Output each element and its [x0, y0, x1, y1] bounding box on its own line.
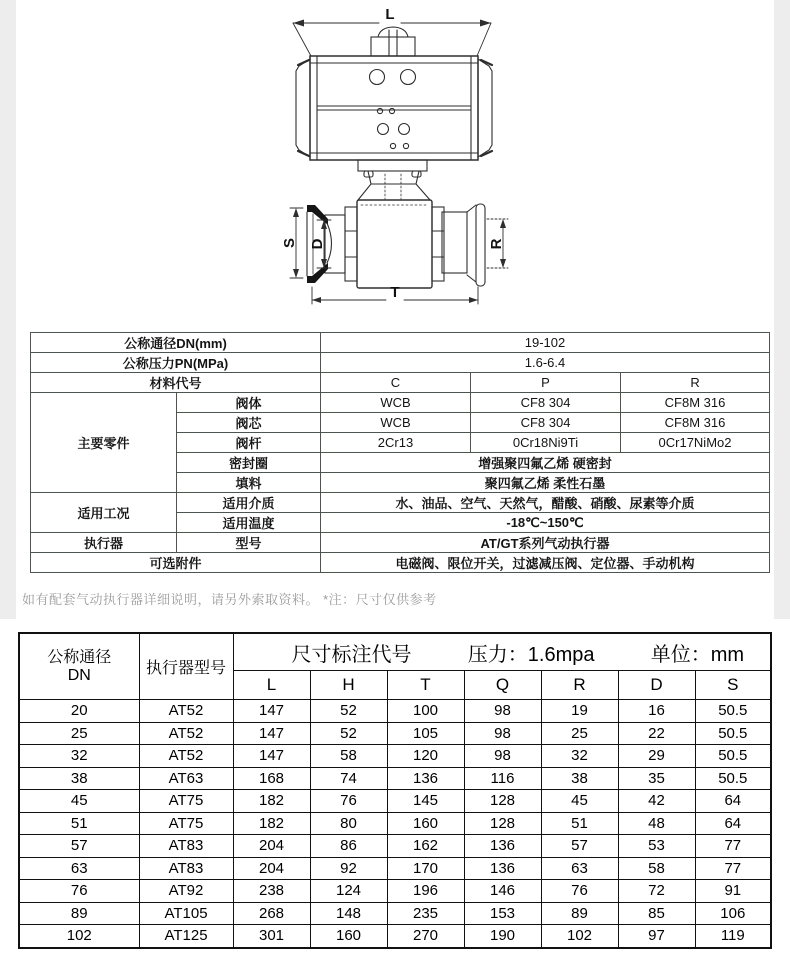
dim-label-d: D — [309, 238, 326, 250]
dim-table-row — [19, 767, 771, 790]
dim-table-cell: 57 — [19, 835, 139, 858]
dim-table-cell: 74 — [310, 767, 387, 790]
dim-table-row — [19, 880, 771, 903]
dim-header-span-title: 尺寸标注代号 — [291, 643, 412, 666]
dim-table-cell: 102 — [541, 925, 618, 948]
spec-value-cell: C — [321, 373, 471, 393]
dim-table-row — [19, 925, 771, 948]
spec-label-cell: 公称通径DN(mm) — [31, 333, 321, 353]
dim-label-l: L — [385, 6, 395, 23]
dim-table-cell: 76 — [19, 880, 139, 903]
dim-table-cell: 116 — [464, 767, 541, 790]
dim-table-cell: 52 — [310, 700, 387, 723]
dim-table-cell: 91 — [695, 880, 771, 903]
dim-table-cell: AT52 — [139, 700, 233, 723]
dim-table-cell: 57 — [541, 835, 618, 858]
spec-value-cell: CF8 304 — [471, 393, 621, 413]
dim-table-cell: 145 — [387, 790, 464, 813]
note-text: 如有配套气动执行器详细说明，请另外索取资料。 *注：尺寸仅供参考 — [22, 591, 437, 607]
dim-table-cell: 119 — [695, 925, 771, 948]
spec-value-cell: 增强聚四氟乙烯 硬密封 — [321, 453, 770, 473]
spec-value-cell: CF8 304 — [471, 413, 621, 433]
dim-table-cell: 98 — [464, 700, 541, 723]
dim-table-cell: 32 — [19, 745, 139, 768]
spec-label-cell: 型号 — [177, 533, 321, 553]
dim-table-cell: 77 — [695, 835, 771, 858]
dim-table-cell: AT75 — [139, 790, 233, 813]
dim-table-cell: 48 — [618, 812, 695, 835]
spec-label-cell: 阀杆 — [177, 433, 321, 453]
dim-table-row — [19, 700, 771, 723]
spec-table — [30, 332, 770, 573]
dim-table-cell: 100 — [387, 700, 464, 723]
dim-table-cell: 235 — [387, 902, 464, 925]
dim-table-cell: 148 — [310, 902, 387, 925]
dim-table-cell: AT92 — [139, 880, 233, 903]
dim-table-cell: 22 — [618, 722, 695, 745]
dim-table-cell: 136 — [464, 835, 541, 858]
dim-table-cell: 77 — [695, 857, 771, 880]
spec-value-cell: 0Cr17NiMo2 — [621, 433, 770, 453]
dim-table-cell: 301 — [233, 925, 310, 948]
dim-table-cell: 38 — [541, 767, 618, 790]
dim-table-cell: 102 — [19, 925, 139, 948]
dim-label-t: T — [390, 284, 400, 301]
dim-table-cell: 124 — [310, 880, 387, 903]
dim-table-cell: 105 — [387, 722, 464, 745]
dim-table-cell: 120 — [387, 745, 464, 768]
dim-table-cell: 51 — [19, 812, 139, 835]
dim-table-cell: AT75 — [139, 812, 233, 835]
spec-label-cell: 执行器 — [31, 533, 177, 553]
spec-value-cell: CF8M 316 — [621, 413, 770, 433]
dim-table-cell: 168 — [233, 767, 310, 790]
dim-col-header-q: Q — [464, 671, 541, 700]
dim-col-header-r: R — [541, 671, 618, 700]
spec-value-cell: WCB — [321, 413, 471, 433]
dim-header-dn-line1: 公称通径 — [47, 648, 112, 666]
dim-table-cell: 160 — [387, 812, 464, 835]
dim-label-r: R — [488, 238, 505, 250]
dim-table-cell: 182 — [233, 812, 310, 835]
dim-table-row — [19, 722, 771, 745]
dim-table-cell: 58 — [618, 857, 695, 880]
dim-table-cell: 35 — [618, 767, 695, 790]
dim-table-cell: 136 — [387, 767, 464, 790]
spec-value-cell: 水、油品、空气、天然气，醋酸、硝酸、尿素等介质 — [321, 493, 770, 513]
dim-table-cell: 146 — [464, 880, 541, 903]
dim-table-cell: 89 — [541, 902, 618, 925]
spec-label-cell: 主要零件 — [31, 393, 177, 493]
dim-table-cell: 52 — [310, 722, 387, 745]
dim-header-actuator: 执行器型号 — [139, 633, 233, 700]
dim-table-cell: 182 — [233, 790, 310, 813]
dim-table-row — [19, 902, 771, 925]
dim-table-cell: 196 — [387, 880, 464, 903]
dim-table-cell: 50.5 — [695, 745, 771, 768]
spec-value-cell: -18℃~150℃ — [321, 513, 770, 533]
dim-table-cell: 238 — [233, 880, 310, 903]
spec-value-cell: 电磁阀、限位开关，过滤减压阀、定位器、手动机构 — [321, 553, 770, 573]
spec-value-cell: P — [471, 373, 621, 393]
dim-col-header-t: T — [387, 671, 464, 700]
dim-table-cell: 63 — [541, 857, 618, 880]
dim-header-dn-line2: DN — [67, 666, 91, 684]
dim-table-cell: 128 — [464, 812, 541, 835]
dim-table-cell: 160 — [310, 925, 387, 948]
dim-table-cell: 92 — [310, 857, 387, 880]
dim-col-header-s: S — [695, 671, 771, 700]
dim-table-cell: 80 — [310, 812, 387, 835]
spec-value-cell: WCB — [321, 393, 471, 413]
dim-table-cell: 50.5 — [695, 700, 771, 723]
spec-label-cell: 填料 — [177, 473, 321, 493]
dim-table-row — [19, 835, 771, 858]
dim-table-cell: 97 — [618, 925, 695, 948]
dim-table-cell: 25 — [541, 722, 618, 745]
dim-table-cell: 50.5 — [695, 767, 771, 790]
dim-header-dn — [19, 633, 139, 700]
spec-label-cell: 公称压力PN(MPa) — [31, 353, 321, 373]
dim-table-cell: 20 — [19, 700, 139, 723]
dim-table-cell: 170 — [387, 857, 464, 880]
dim-table-cell: 268 — [233, 902, 310, 925]
dim-table-cell: 58 — [310, 745, 387, 768]
spec-value-cell: 聚四氟乙烯 柔性石墨 — [321, 473, 770, 493]
dim-table-cell: 16 — [618, 700, 695, 723]
dim-header-pressure: 压力：1.6mpa — [467, 643, 595, 666]
dim-table-cell: 136 — [464, 857, 541, 880]
spec-value-cell: 0Cr18Ni9Ti — [471, 433, 621, 453]
dim-table-row — [19, 790, 771, 813]
dim-table-cell: 42 — [618, 790, 695, 813]
dim-table-cell: 147 — [233, 745, 310, 768]
dim-table-cell: AT125 — [139, 925, 233, 948]
spec-label-cell: 阀体 — [177, 393, 321, 413]
spec-value-cell: 1.6-6.4 — [321, 353, 770, 373]
spec-value-cell: R — [621, 373, 770, 393]
dim-table-cell: 89 — [19, 902, 139, 925]
dim-table-cell: 86 — [310, 835, 387, 858]
dim-table-cell: 98 — [464, 722, 541, 745]
dim-table-cell: 64 — [695, 790, 771, 813]
dim-header-unit: 单位：mm — [650, 643, 745, 666]
spec-value-cell: CF8M 316 — [621, 393, 770, 413]
dim-table-cell: 147 — [233, 700, 310, 723]
spec-value-cell: AT/GT系列气动执行器 — [321, 533, 770, 553]
dim-table-cell: 53 — [618, 835, 695, 858]
dim-table-cell: 98 — [464, 745, 541, 768]
dim-col-header-d: D — [618, 671, 695, 700]
dim-col-header-h: H — [310, 671, 387, 700]
dim-table-cell: AT83 — [139, 835, 233, 858]
dim-table-cell: 29 — [618, 745, 695, 768]
dim-table-cell: AT52 — [139, 722, 233, 745]
dim-label-s: S — [281, 237, 298, 249]
dim-table-cell: 85 — [618, 902, 695, 925]
dim-table-cell: 76 — [541, 880, 618, 903]
dim-table-cell: 204 — [233, 835, 310, 858]
dim-table-cell: 45 — [19, 790, 139, 813]
dim-table-row — [19, 857, 771, 880]
dim-table-cell: 63 — [19, 857, 139, 880]
dim-table-cell: 76 — [310, 790, 387, 813]
dim-table-cell: 270 — [387, 925, 464, 948]
spec-value-cell: 2Cr13 — [321, 433, 471, 453]
dim-table-cell: AT83 — [139, 857, 233, 880]
dim-table-cell: 50.5 — [695, 722, 771, 745]
spec-label-cell: 阀芯 — [177, 413, 321, 433]
dim-table-cell: 190 — [464, 925, 541, 948]
dim-table-cell: 32 — [541, 745, 618, 768]
spec-value-cell: 19-102 — [321, 333, 770, 353]
dim-table-row — [19, 812, 771, 835]
valve-technical-drawing — [0, 0, 790, 330]
dim-col-header-l: L — [233, 671, 310, 700]
dim-table-cell: 45 — [541, 790, 618, 813]
dim-table-cell: 38 — [19, 767, 139, 790]
spec-label-cell: 材料代号 — [31, 373, 321, 393]
dim-table-cell: AT105 — [139, 902, 233, 925]
dim-header-span — [233, 633, 771, 671]
dim-table-cell: 19 — [541, 700, 618, 723]
dim-table-cell: 162 — [387, 835, 464, 858]
spec-label-cell: 适用温度 — [177, 513, 321, 533]
dim-table-cell: AT52 — [139, 745, 233, 768]
dim-table-cell: 64 — [695, 812, 771, 835]
dim-table-row — [19, 745, 771, 768]
dim-table-cell: 51 — [541, 812, 618, 835]
dim-table-cell: 106 — [695, 902, 771, 925]
spec-label-cell: 可选附件 — [31, 553, 321, 573]
dim-table-cell: 128 — [464, 790, 541, 813]
dimension-table — [18, 632, 772, 949]
dim-table-cell: 204 — [233, 857, 310, 880]
dim-table-cell: 153 — [464, 902, 541, 925]
dim-table-cell: 147 — [233, 722, 310, 745]
dim-table-cell: 25 — [19, 722, 139, 745]
dim-table-cell: 72 — [618, 880, 695, 903]
spec-label-cell: 密封圈 — [177, 453, 321, 473]
note-band — [16, 576, 774, 620]
spec-label-cell: 适用工况 — [31, 493, 177, 533]
dim-table-cell: AT63 — [139, 767, 233, 790]
spec-label-cell: 适用介质 — [177, 493, 321, 513]
